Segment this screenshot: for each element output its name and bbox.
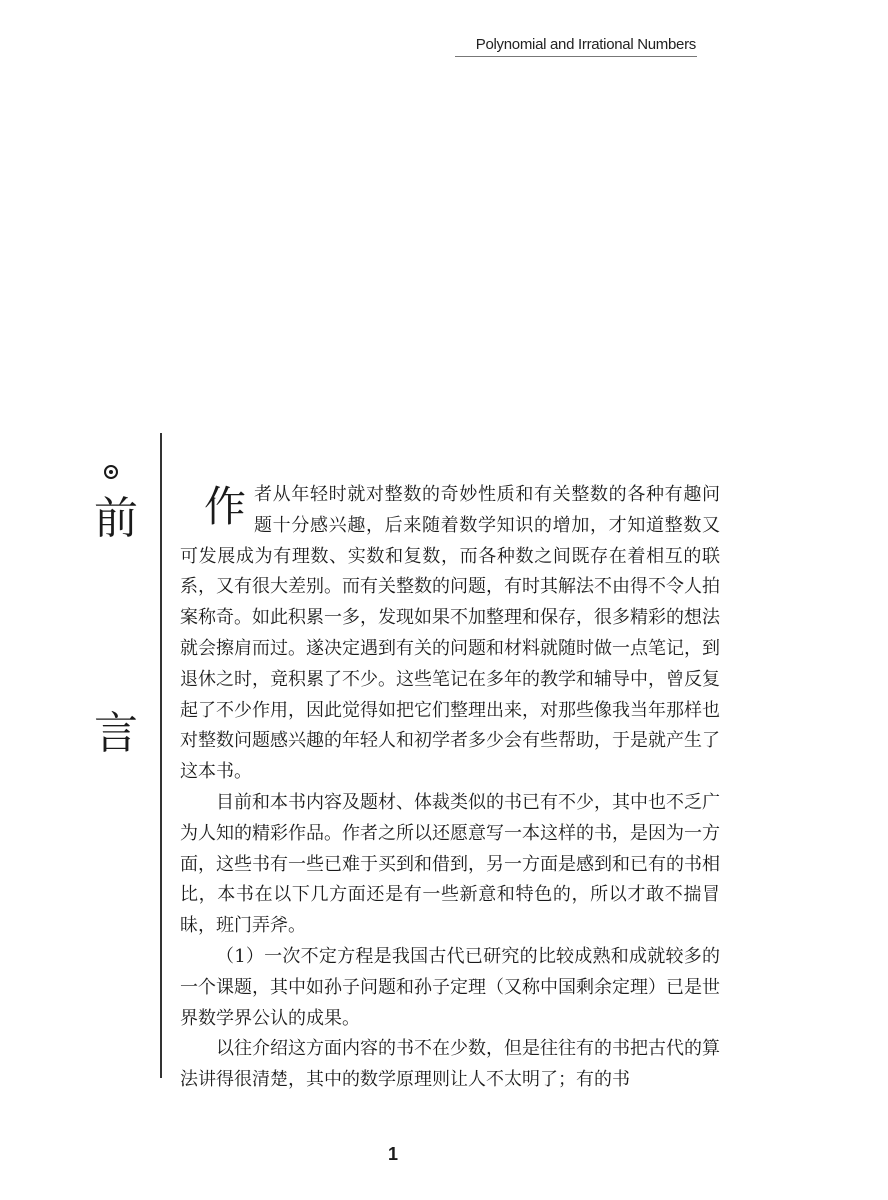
running-header-rule xyxy=(455,56,697,57)
body-text xyxy=(180,480,720,1096)
paragraph-1 xyxy=(180,480,720,788)
paragraph-2: 目前和本书内容及题材、体裁类似的书已有不少，其中也不乏广为人知的精彩作品。作者之所以还愿意写一本这样的书，是因为一方面，这些书有一些已难于买到和借到，另一方面是感到和已有的书相比，本书在以下几方面还是有一些新意和特色的，所以才敢不揣冒昧，班门弄斧。 xyxy=(180,791,720,937)
paragraph-1-text: 者从年轻时就对整数的奇妙性质和有关整数的各种有趣问题十分感兴趣，后来随着数学知识的增加，才知道整数又可发展成为有理数、实数和复数，而各种数之间既存在着相互的联系，又有很大差别。而有关整数的问题，有时其解法不由得不令人拍案称奇。如此积累一多，发现如果不加整理和保存，很多精彩的想法就会擦肩而过。遂决定遇到有关的问题和材料就随时做一点笔记，到退休之时，竟积累了不少。这些笔记在多年的教学和辅导中，曾反复起了不少作用，因此觉得如把它们整理出来，对那些像我当年那样也对整数问题感兴趣的年轻人和初学者多少会有些帮助，于是就产生了这本书。 xyxy=(180,484,720,783)
side-rule xyxy=(160,433,162,1078)
section-heading-char-2: 言 xyxy=(94,708,138,759)
drop-cap: 作 xyxy=(204,482,247,531)
page-number: 1 xyxy=(387,1144,398,1164)
running-header: Polynomial and Irrational Numbers xyxy=(475,36,696,53)
section-heading-char-1: 前 xyxy=(94,493,138,544)
paragraph-3: （1）一次不定方程是我国古代已研究的比较成熟和成就较多的一个课题，其中如孙子问题和孙子定理（又称中国剩余定理）已是世界数学界公认的成果。 xyxy=(180,945,720,1029)
section-bullet-icon xyxy=(104,465,118,479)
paragraph-4: 以往介绍这方面内容的书不在少数，但是往往有的书把古代的算法讲得很清楚，其中的数学原理则让人不太明了；有的书 xyxy=(180,1038,720,1091)
